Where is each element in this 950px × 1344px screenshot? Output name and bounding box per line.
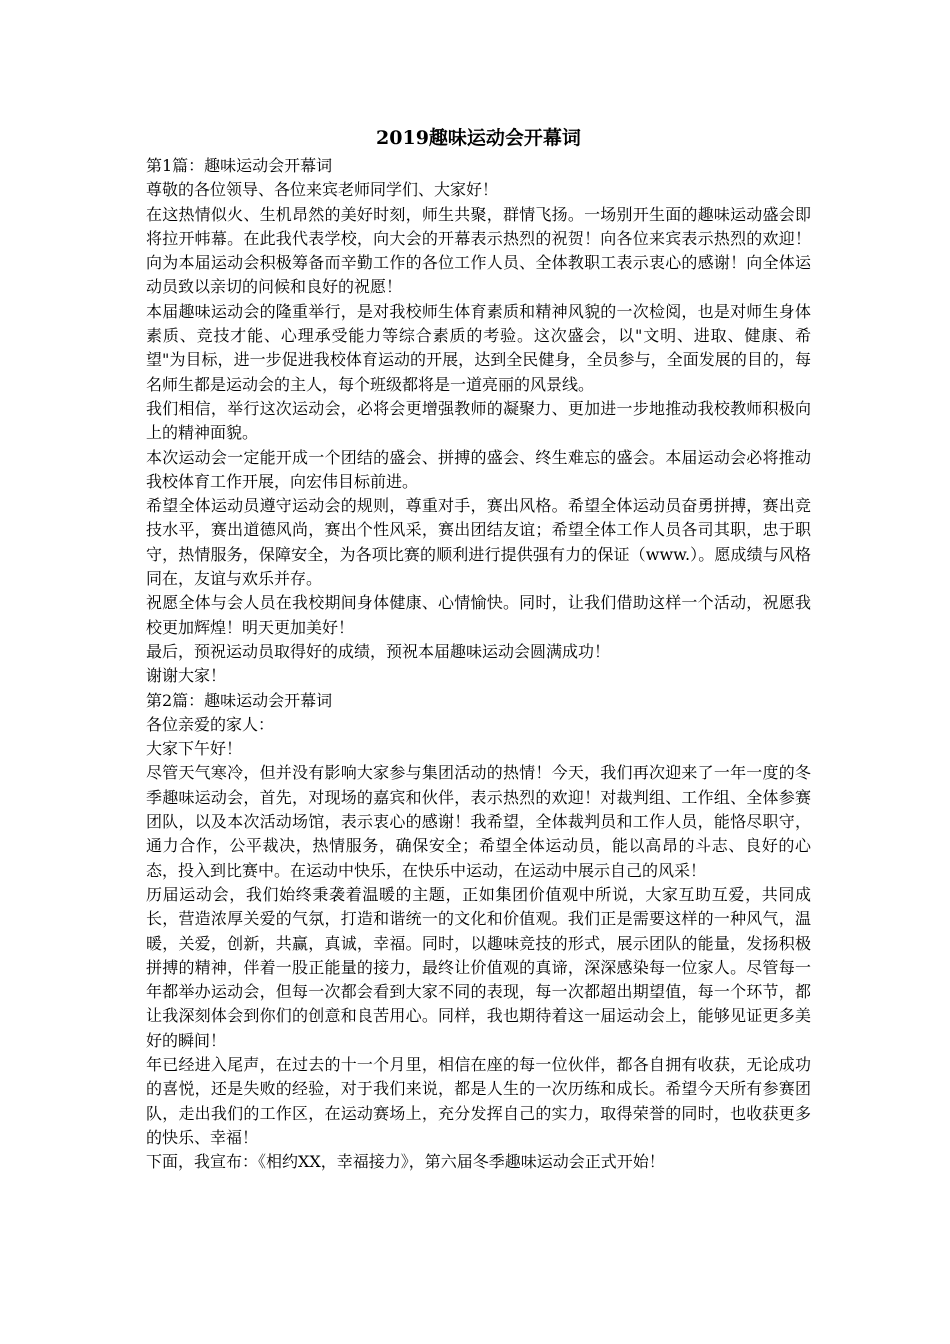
document-body bbox=[146, 124, 811, 1174]
document-title: 2019趣味运动会开幕词 bbox=[376, 127, 581, 149]
paragraph: 下面，我宣布：《相约XX，幸福接力》，第六届冬季趣味运动会正式开始！ bbox=[146, 1152, 665, 1172]
paragraph: 本次运动会一定能开成一个团结的盛会、拼搏的盛会、终生难忘的盛会。本届运动会必将推动我校体育工作开展，向宏伟目标前进。 bbox=[146, 447, 811, 491]
article-1-heading: 第1篇：趣味运动会开幕词 bbox=[146, 156, 333, 175]
paragraph: 祝愿全体与会人员在我校期间身体健康、心情愉快。同时，让我们借助这样一个活动，祝愿我校更加辉煌！明天更加美好！ bbox=[146, 593, 811, 637]
paragraph: 各位亲爱的家人： bbox=[146, 714, 275, 734]
article-2-heading: 第2篇：趣味运动会开幕词 bbox=[146, 690, 333, 710]
paragraph: 本届趣味运动会的隆重举行，是对我校师生体育素质和精神风貌的一次检阅，也是对师生身体素质、竞技才能、心理承受能力等综合素质的考验。这次盛会，以"文明、进取、健康、希望"为目标，进一步促进我校体育运动的开展，达到全民健身，全员参与，全面发展的目的，每名师生都是运动会的主人，每个班级都将是一道亮丽的风景线。 bbox=[146, 301, 811, 394]
paragraph: 希望全体运动员遵守运动会的规则，尊重对手，赛出风格。希望全体运动员奋勇拼搏，赛出竞技水平，赛出道德风尚，赛出个性风采，赛出团结友谊；希望全体工作人员各司其职，忠于职守，热情服务，保障安全，为各项比赛的顺利进行提供强有力的保证（www.）。愿成绩与风格同在，友谊与欢乐并存。 bbox=[146, 496, 811, 589]
paragraph: 大家下午好！ bbox=[146, 739, 243, 759]
paragraph: 我们相信，举行这次运动会，必将会更增强教师的凝聚力、更加进一步地推动我校教师积极向上的精神面貌。 bbox=[146, 398, 811, 443]
paragraph: 尽管天气寒冷，但并没有影响大家参与集团活动的热情！今天，我们再次迎来了一年一度的冬季趣味运动会，首先，对现场的嘉宾和伙伴，表示热烈的欢迎！对裁判组、工作组、全体参赛团队，以及本次活动场馆，表示衷心的感谢！我希望，全体裁判员和工作人员，能恪尽职守，通力合作，公平裁决，热情服务，确保安全；希望全体运动员，能以高昂的斗志、良好的心态，投入到比赛中。在运动中快乐，在快乐中运动，在运动中展示自己的风采！ bbox=[146, 763, 811, 880]
paragraph: 尊敬的各位领导、各位来宾老师同学们、大家好！ bbox=[146, 180, 499, 200]
paragraph: 历届运动会，我们始终秉袭着温暖的主题，正如集团价值观中所说，大家互助互爱，共同成长，营造浓厚关爱的气氛，打造和谐统一的文化和价值观。我们正是需要这样的一种风气，温暖，关爱，创新，共赢，真诚，幸福。同时，以趣味竞技的形式，展示团队的能量，发扬积极拼搏的精神，伴着一股正能量的接力，最终让价值观的真谛，深深感染每一位家人。尽管每一年都举办运动会，但每一次都会看到大家不同的表现，每一次都超出期望值，每一个环节，都让我深刻体会到你们的创意和良苦用心。同样，我也期待着这一届运动会上，能够见证更多美好的瞬间！ bbox=[146, 884, 811, 1050]
paragraph: 最后，预祝运动员取得好的成绩，预祝本届趣味运动会圆满成功！ bbox=[146, 641, 611, 661]
paragraph: 谢谢大家！ bbox=[146, 666, 227, 686]
paragraph: 在这热情似火、生机昂然的美好时刻，师生共聚，群情飞扬。一场别开生面的趣味运动盛会即将拉开帏幕。在此我代表学校，向大会的开幕表示热烈的祝贺！向各位来宾表示热烈的欢迎！向为本届运动会积极筹备而辛勤工作的各位工作人员、全体教职工表示衷心的感谢！向全体运动员致以亲切的问候和良好的祝愿！ bbox=[146, 204, 811, 297]
paragraph: 年已经进入尾声，在过去的十一个月里，相信在座的每一位伙伴，都各自拥有收获，无论成功的喜悦，还是失败的经验，对于我们来说，都是人生的一次历练和成长。希望今天所有参赛团队，走出我们的工作区，在运动赛场上，充分发挥自己的实力，取得荣誉的同时，也收获更多的快乐、幸福！ bbox=[146, 1054, 811, 1147]
